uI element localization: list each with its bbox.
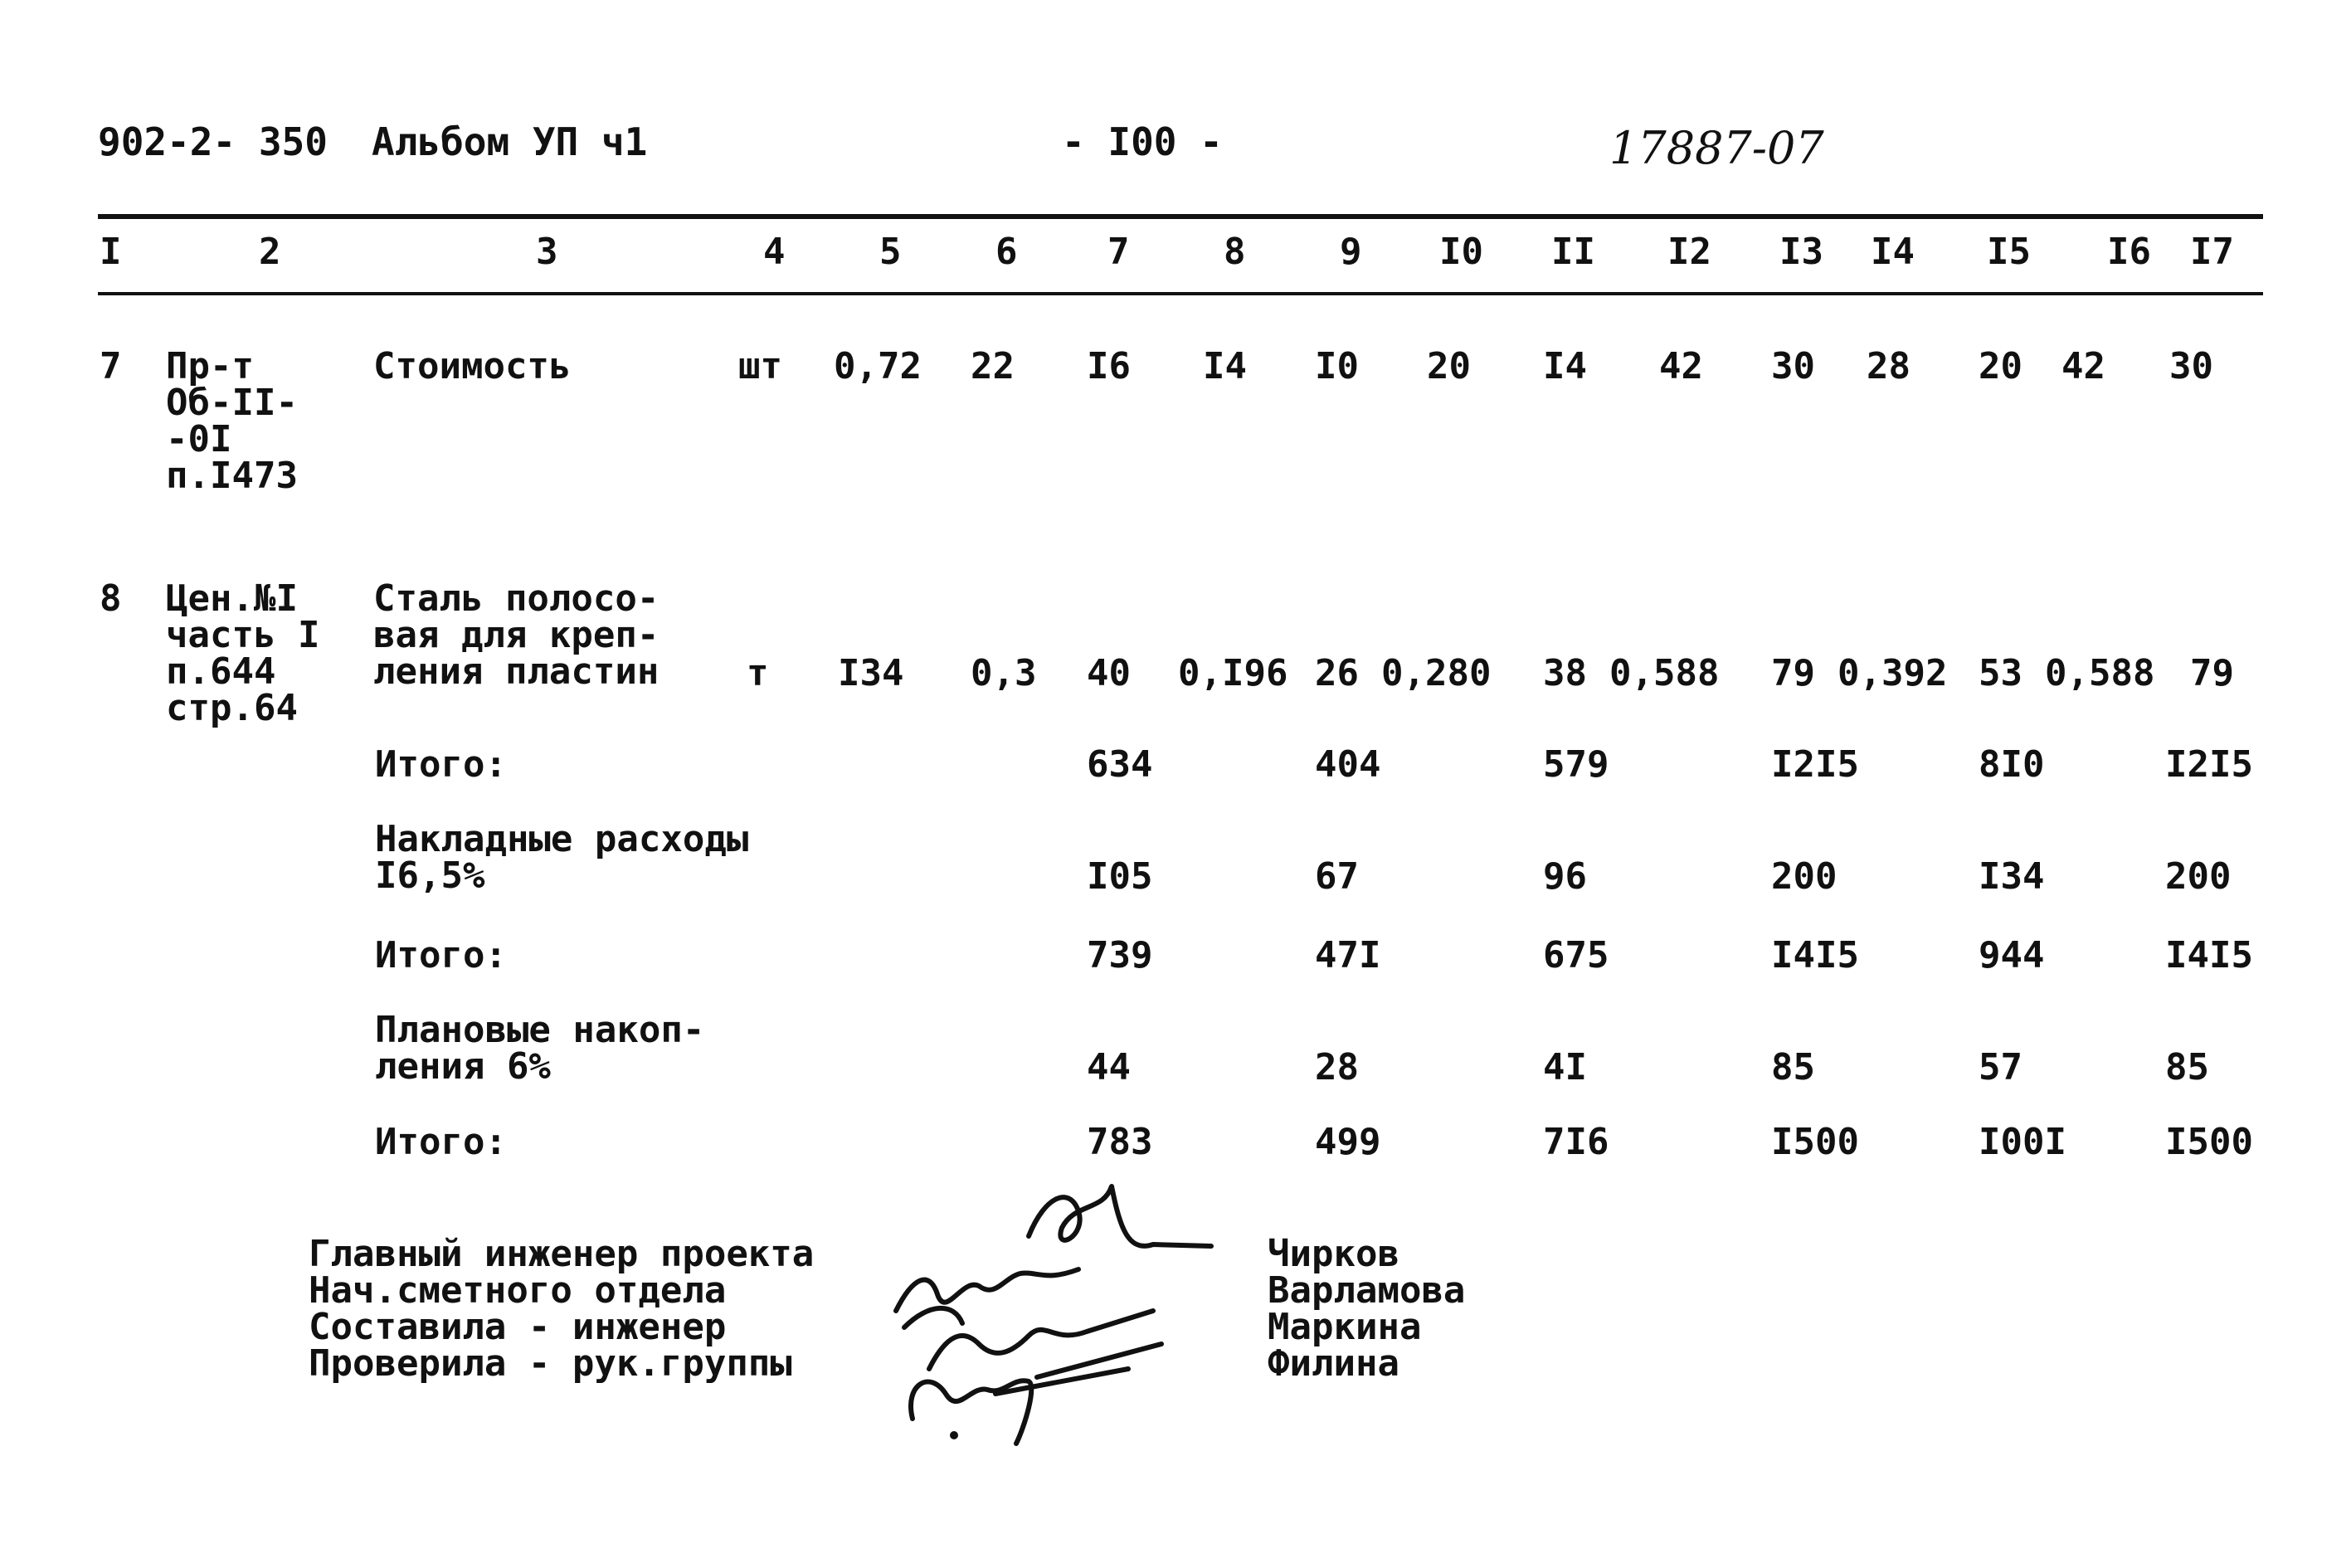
cell-col5: 0,72 xyxy=(834,345,922,387)
total-col7: 634 xyxy=(1087,743,1153,786)
cell-col7: 40 xyxy=(1087,652,1131,694)
cell-col15: 53 xyxy=(1979,652,2022,694)
cell-col13: 79 xyxy=(1771,652,1815,694)
column-number: I7 xyxy=(2190,231,2234,273)
total-label: Итого: xyxy=(375,934,507,976)
cell-col11: 38 xyxy=(1543,652,1587,694)
cell-col14: 0,392 xyxy=(1837,652,1948,694)
column-number: 9 xyxy=(1340,231,1362,273)
planned-col15: 57 xyxy=(1979,1046,2022,1088)
total-col9: 404 xyxy=(1315,743,1381,786)
cell-col17: 79 xyxy=(2190,652,2234,694)
cell-col15: 20 xyxy=(1979,345,2022,387)
column-number: 4 xyxy=(763,231,786,273)
overhead-col7: I05 xyxy=(1087,855,1153,898)
overhead-label: Накладные расходы I6,5% xyxy=(375,818,749,897)
planned-col7: 44 xyxy=(1087,1046,1131,1088)
grand-total-col15: I00I xyxy=(1979,1121,2066,1163)
cell-col7: I6 xyxy=(1087,345,1131,387)
cell-col6: 0,3 xyxy=(971,652,1037,694)
column-number: II xyxy=(1551,231,1595,273)
total-col15: 8I0 xyxy=(1979,743,2045,786)
column-number: I3 xyxy=(1779,231,1823,273)
handwritten-number: 17887-07 xyxy=(1609,122,1824,174)
album-title: Альбом УП ч1 xyxy=(372,119,648,164)
cell-col17: 30 xyxy=(2169,345,2213,387)
row-number: 8 xyxy=(100,577,122,620)
row-name: Стоимость xyxy=(373,345,572,387)
overhead-col9: 67 xyxy=(1315,855,1359,898)
grand-total-col13: I500 xyxy=(1771,1121,1859,1163)
total-col15: 944 xyxy=(1979,934,2045,976)
grand-total-col17: I500 xyxy=(2165,1121,2253,1163)
planned-col9: 28 xyxy=(1315,1046,1359,1088)
grand-total-label: Итого: xyxy=(375,1121,507,1163)
column-number: 7 xyxy=(1107,231,1130,273)
signature-names: Чирков Варламова Маркина Филина xyxy=(1268,1233,1466,1385)
column-number: 2 xyxy=(259,231,281,273)
row-unit: шт xyxy=(738,345,782,387)
grand-total-col7: 783 xyxy=(1087,1121,1153,1163)
total-col11: 675 xyxy=(1543,934,1609,976)
signature-roles: Главный инженер проекта Нач.сметного отдела Составила - инженер Проверила - рук.группы xyxy=(309,1233,815,1385)
page-number: - I00 - xyxy=(1062,119,1223,164)
total-col11: 579 xyxy=(1543,743,1609,786)
cell-col13: 30 xyxy=(1771,345,1815,387)
cell-col11: I4 xyxy=(1543,345,1587,387)
cell-col8: I4 xyxy=(1203,345,1247,387)
overhead-col17: 200 xyxy=(2165,855,2232,898)
cell-col12: 42 xyxy=(1659,345,1703,387)
cell-col14: 28 xyxy=(1867,345,1910,387)
grand-total-col11: 7I6 xyxy=(1543,1121,1609,1163)
handwritten-signatures xyxy=(879,1178,1228,1452)
total-col13: I2I5 xyxy=(1771,743,1859,786)
planned-label: Плановые накоп- ления 6% xyxy=(375,1009,705,1088)
row-source: Цен.№I часть I п.644 стр.64 xyxy=(166,577,320,729)
row-source: Пр-т Об-II- -0I п.I473 xyxy=(166,345,298,497)
grand-total-col9: 499 xyxy=(1315,1121,1381,1163)
document-code: 902-2- 350 xyxy=(98,119,328,164)
cell-col5: I34 xyxy=(838,652,904,694)
column-number: 8 xyxy=(1224,231,1246,273)
column-number: I4 xyxy=(1871,231,1915,273)
cell-col10: 0,280 xyxy=(1381,652,1492,694)
cell-col8: 0,I96 xyxy=(1178,652,1288,694)
planned-col17: 85 xyxy=(2165,1046,2209,1088)
column-number: 3 xyxy=(536,231,558,273)
column-number: 5 xyxy=(879,231,902,273)
total-col7: 739 xyxy=(1087,934,1153,976)
cell-col6: 22 xyxy=(971,345,1015,387)
total-col17: I4I5 xyxy=(2165,934,2253,976)
row-unit: т xyxy=(747,652,769,694)
planned-col13: 85 xyxy=(1771,1046,1815,1088)
row-name: Сталь полосо- вая для креп- ления пластин xyxy=(373,577,660,693)
overhead-col13: 200 xyxy=(1771,855,1837,898)
column-number: I0 xyxy=(1439,231,1483,273)
cell-col10: 20 xyxy=(1427,345,1471,387)
total-col17: I2I5 xyxy=(2165,743,2253,786)
total-col9: 47I xyxy=(1315,934,1381,976)
column-number: I xyxy=(100,231,122,273)
planned-col11: 4I xyxy=(1543,1046,1587,1088)
cell-col9: I0 xyxy=(1315,345,1359,387)
total-col13: I4I5 xyxy=(1771,934,1859,976)
column-number: I2 xyxy=(1667,231,1711,273)
top-rule xyxy=(98,214,2263,219)
cell-col9: 26 xyxy=(1315,652,1359,694)
overhead-col11: 96 xyxy=(1543,855,1587,898)
cell-col12: 0,588 xyxy=(1609,652,1720,694)
column-number: I6 xyxy=(2107,231,2151,273)
cell-col16: 0,588 xyxy=(2045,652,2155,694)
column-header-rule xyxy=(98,292,2263,295)
row-number: 7 xyxy=(100,345,122,387)
column-number: I5 xyxy=(1987,231,2031,273)
column-number: 6 xyxy=(995,231,1018,273)
overhead-col15: I34 xyxy=(1979,855,2045,898)
total-label: Итого: xyxy=(375,743,507,786)
cell-col16: 42 xyxy=(2061,345,2105,387)
